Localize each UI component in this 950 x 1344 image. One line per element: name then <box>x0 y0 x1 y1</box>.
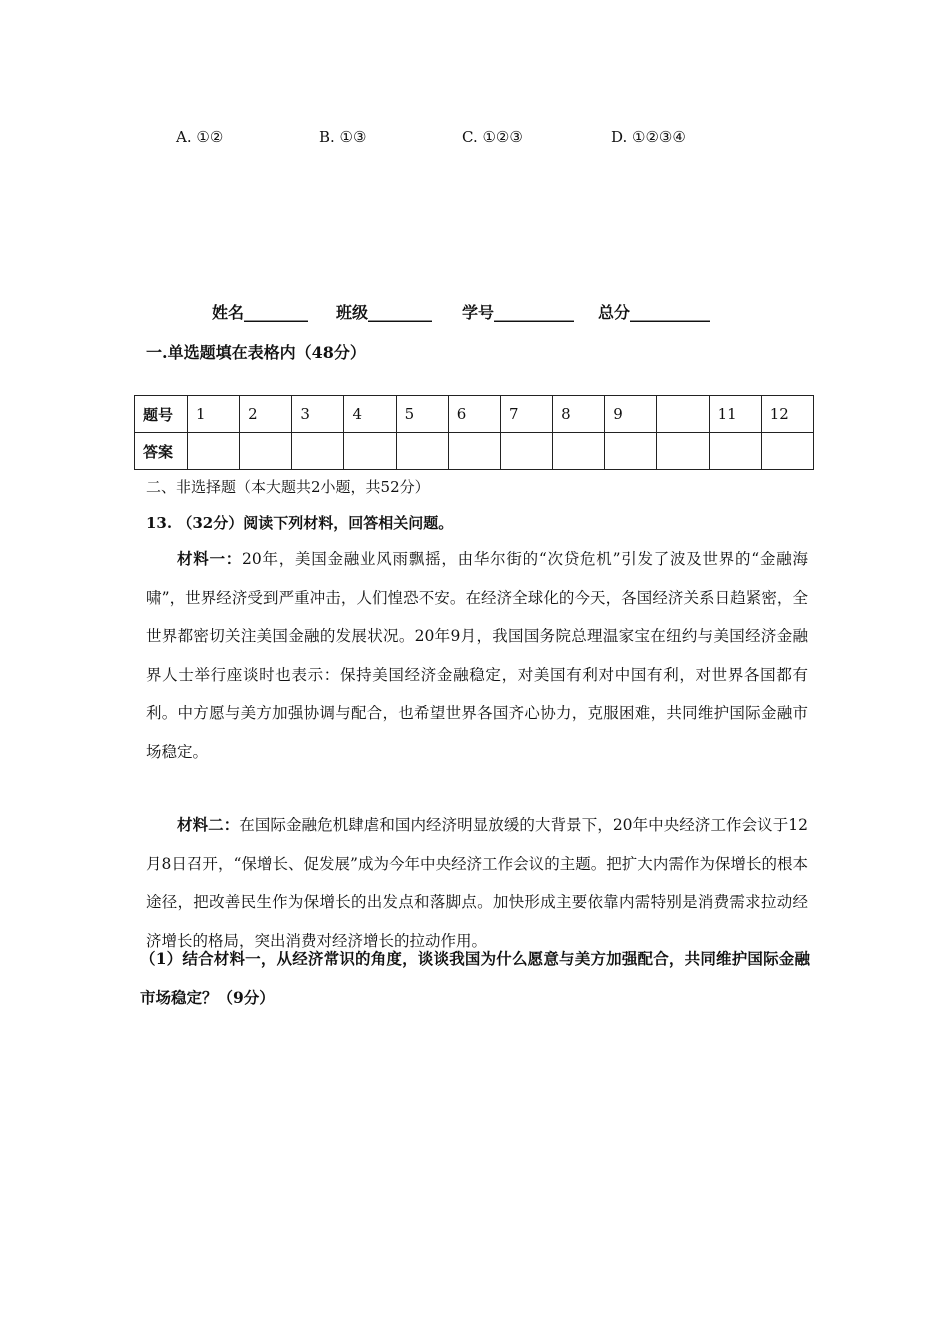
total-score-field[interactable]: 总分__________ <box>598 303 711 322</box>
material-2 <box>146 806 808 960</box>
table-row-numbers <box>135 396 814 433</box>
question-number-cell: 9 <box>605 396 657 433</box>
question-number-cell: 1 <box>188 396 240 433</box>
answer-cell[interactable] <box>188 433 240 470</box>
section1-title: 一.单选题填在表格内（48分） <box>146 343 366 362</box>
answer-cell[interactable] <box>448 433 500 470</box>
class-field[interactable]: 班级________ <box>336 303 433 322</box>
answer-cell[interactable] <box>396 433 448 470</box>
option-a: A. ①② <box>176 128 224 146</box>
question-number-cell: 12 <box>761 396 813 433</box>
student-number-field[interactable]: 学号__________ <box>462 303 575 322</box>
answer-cell[interactable] <box>500 433 552 470</box>
question-number-cell: 6 <box>448 396 500 433</box>
sub-question-1: （1）结合材料一，从经济常识的角度，谈谈我国为什么愿意与美方加强配合，共同维护国际金融市场稳定？（9分） <box>140 949 810 1007</box>
name-field[interactable]: 姓名________ <box>212 303 309 322</box>
question-number-cell: 11 <box>709 396 761 433</box>
question-number-cell: 8 <box>553 396 605 433</box>
question-13-title: 13. （32分）阅读下列材料，回答相关问题。 <box>146 514 454 532</box>
question-number-cell: 3 <box>292 396 344 433</box>
answer-table <box>134 395 814 470</box>
answer-cell[interactable] <box>605 433 657 470</box>
answer-cell[interactable] <box>709 433 761 470</box>
row-label-answer: 答案 <box>135 433 188 470</box>
material-1 <box>146 540 808 771</box>
option-c: C. ①②③ <box>462 128 523 146</box>
option-b: B. ①③ <box>319 128 367 146</box>
question-number-cell: 2 <box>240 396 292 433</box>
material-1-text: 20年，美国金融业风雨飘摇，由华尔街的“次贷危机”引发了波及世界的“金融海啸”，世界经济受到严重冲击，人们惶恐不安。在经济全球化的今天，各国经济关系日趋紧密，全世界都密切关注美国金融的发展状况。20年9月，我国国务院总理温家宝在纽约与美国经济金融界人士举行座谈时也表示：保持美国经济金融稳定，对美国有利对中国有利，对世界各国都有利。中方愿与美方加强协调与配合，也希望世界各国齐心协力，克服困难，共同维护国际金融市场稳定。 <box>146 550 808 761</box>
question-number-cell: 7 <box>500 396 552 433</box>
option-d: D. ①②③④ <box>611 128 686 146</box>
question-number-cell: 5 <box>396 396 448 433</box>
question-number-cell <box>657 396 709 433</box>
row-label-number: 题号 <box>135 396 188 433</box>
answer-cell[interactable] <box>761 433 813 470</box>
answer-cell[interactable] <box>292 433 344 470</box>
question-number-cell: 4 <box>344 396 396 433</box>
answer-cell[interactable] <box>657 433 709 470</box>
answer-cell[interactable] <box>344 433 396 470</box>
section2-title: 二、非选择题（本大题共2小题，共52分） <box>146 478 430 496</box>
material-1-label: 材料一： <box>177 549 243 568</box>
answer-cell[interactable] <box>240 433 292 470</box>
table-row-answers <box>135 433 814 470</box>
answer-cell[interactable] <box>553 433 605 470</box>
material-2-text: 在国际金融危机肆虐和国内经济明显放缓的大背景下，20年中央经济工作会议于12月8日召开，“保增长、促发展”成为今年中央经济工作会议的主题。把扩大内需作为保增长的根本途径，把改善民生作为保增长的出发点和落脚点。加快形成主要依靠内需特别是消费需求拉动经济增长的格局，突出消费对经济增长的拉动作用。 <box>146 816 808 950</box>
material-2-label: 材料二： <box>177 815 240 834</box>
